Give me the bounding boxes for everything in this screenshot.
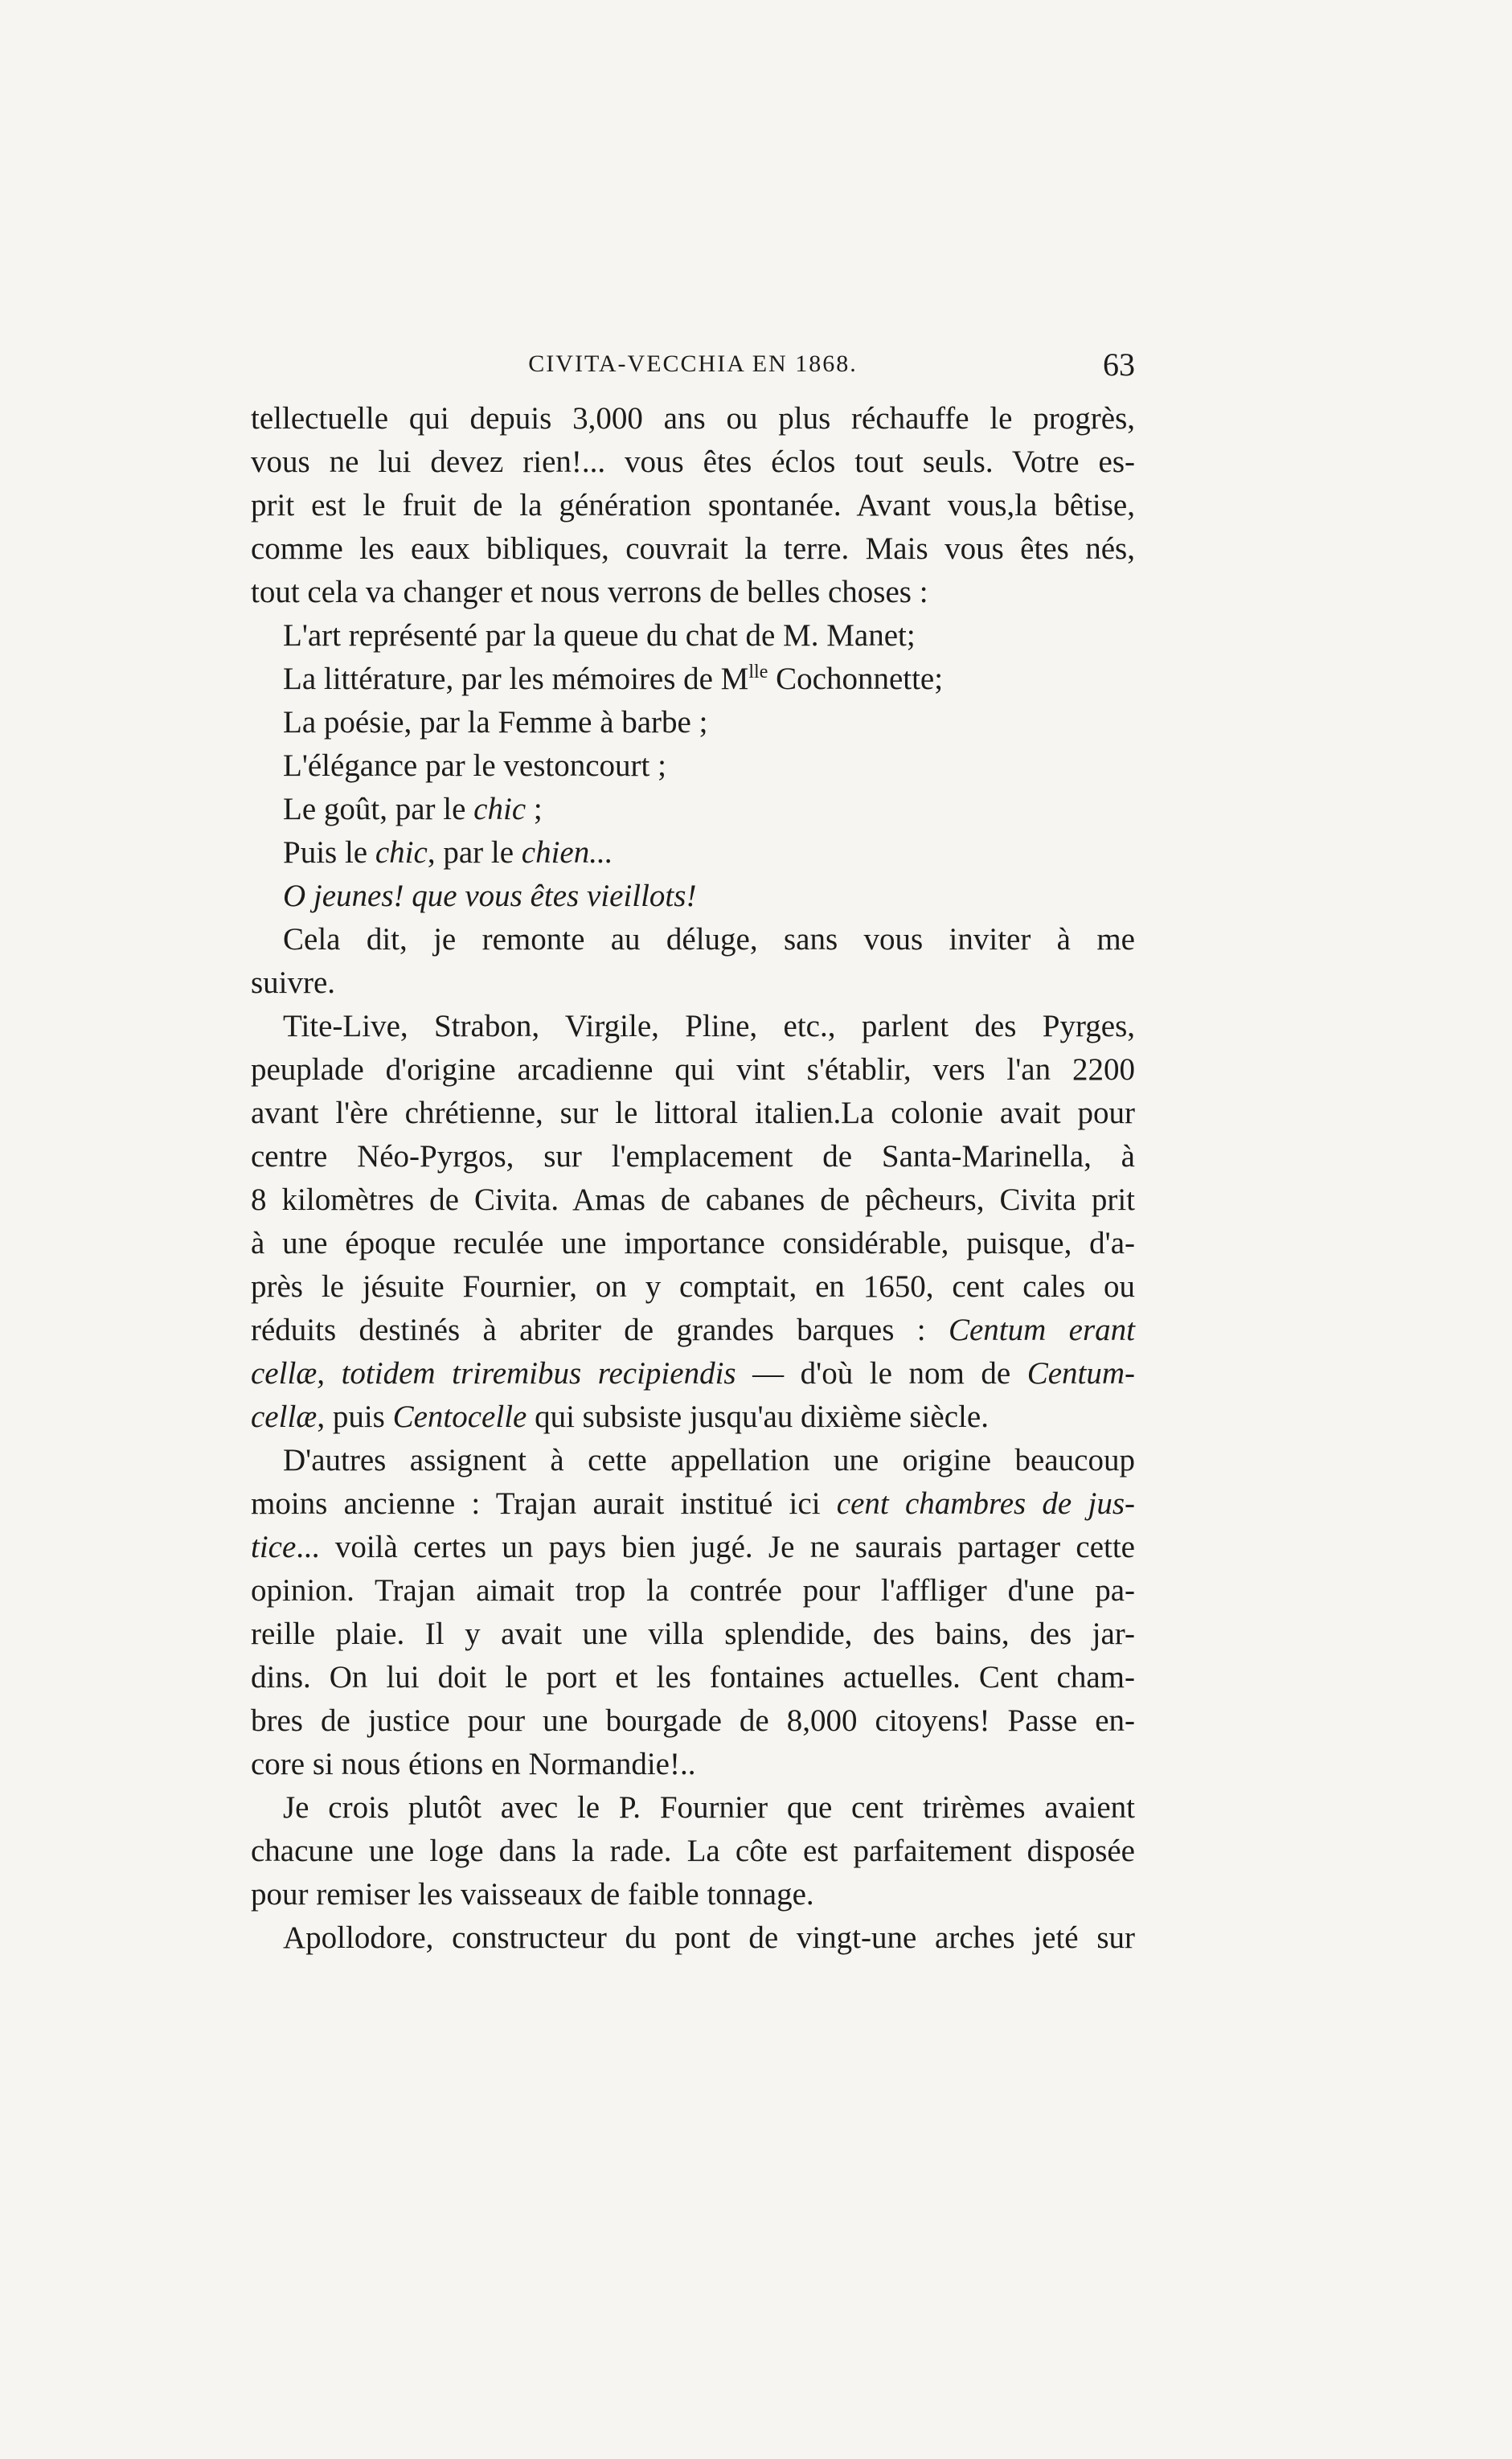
text-line: 8 kilomètres de Civita. Amas de cabanes de pêcheurs, Civita prit (251, 1182, 1135, 1217)
text-line: L'art représenté par la queue du chat de M. Manet; (283, 618, 916, 653)
text-line: peuplade d'origine arcadienne qui vint s'établir, vers l'an 2200 (251, 1052, 1135, 1087)
text-line: O jeunes! que vous êtes vieillots! (283, 879, 697, 913)
text-line: core si nous étions en Normandie!.. (251, 1747, 696, 1781)
text-line: reille plaie. Il y avait une villa splendide, des bains, des jar- (251, 1617, 1135, 1651)
running-head: CIVITA-VECCHIA EN 1868. (528, 350, 858, 377)
text-line: près le jésuite Fournier, on y comptait, en 1650, cent cales ou (251, 1269, 1135, 1304)
text-line: à une époque reculée une importance considérable, puisque, d'a- (251, 1226, 1135, 1260)
text-line: centre Néo-Pyrgos, sur l'emplacement de Santa-Marinella, à (251, 1139, 1135, 1174)
text-line: bres de justice pour une bourgade de 8,000 citoyens! Passe en- (251, 1703, 1135, 1738)
page-header (251, 346, 1135, 386)
text-line: tout cela va changer et nous verrons de belles choses : (251, 575, 928, 609)
text-line: Puis le chic, par le chien... (283, 835, 613, 870)
text-line: suivre. (251, 965, 336, 1000)
text-line: vous ne lui devez rien!... vous êtes éclos tout seuls. Votre es- (251, 445, 1135, 479)
text-line: chacune une loge dans la rade. La côte est parfaitement disposée (251, 1834, 1135, 1868)
text-line: D'autres assignent à cette appellation une origine beaucoup (283, 1443, 1135, 1477)
text-line: réduits destinés à abriter de grandes barques : Centum erant (251, 1313, 1135, 1347)
text-line: Apollodore, constructeur du pont de vingt-une arches jeté sur (283, 1920, 1135, 1955)
text-line: cellæ, puis Centocelle qui subsiste jusqu'au dixième siècle. (251, 1400, 989, 1434)
text-line: Tite-Live, Strabon, Virgile, Pline, etc., parlent des Pyrges, (283, 1009, 1135, 1043)
text-line: L'élégance par le vestoncourt ; (283, 748, 666, 783)
text-line: Le goût, par le chic ; (283, 792, 543, 826)
text-line: avant l'ère chrétienne, sur le littoral italien.La colonie avait pour (251, 1096, 1135, 1130)
page-number: 63 (1103, 346, 1135, 383)
body-text (251, 397, 1135, 1960)
text-line: dins. On lui doit le port et les fontaines actuelles. Cent cham- (251, 1660, 1135, 1695)
text-line: moins ancienne : Trajan aurait institué ici cent chambres de jus- (251, 1486, 1135, 1521)
text-line: opinion. Trajan aimait trop la contrée pour l'affliger d'une pa- (251, 1573, 1135, 1608)
text-line: prit est le fruit de la génération spontanée. Avant vous,la bêtise, (251, 488, 1135, 523)
text-line: La poésie, par la Femme à barbe ; (283, 705, 708, 740)
text-line: cellæ, totidem triremibus recipiendis — d'où le nom de Centum- (251, 1356, 1135, 1391)
text-line: Cela dit, je remonte au déluge, sans vous inviter à me (283, 922, 1135, 957)
text-line: Je crois plutôt avec le P. Fournier que cent trirèmes avaient (283, 1790, 1135, 1825)
text-line: La littérature, par les mémoires de $M^{lle}$ Cochonnette; (283, 662, 944, 696)
text-line: comme les eaux bibliques, couvrait la terre. Mais vous êtes nés, (251, 531, 1135, 566)
text-line: tellectuelle qui depuis 3,000 ans ou plus réchauffe le progrès, (251, 401, 1135, 436)
text-line: pour remiser les vaisseaux de faible tonnage. (251, 1877, 814, 1912)
text-line: tice... voilà certes un pays bien jugé. Je ne saurais partager cette (251, 1530, 1135, 1564)
